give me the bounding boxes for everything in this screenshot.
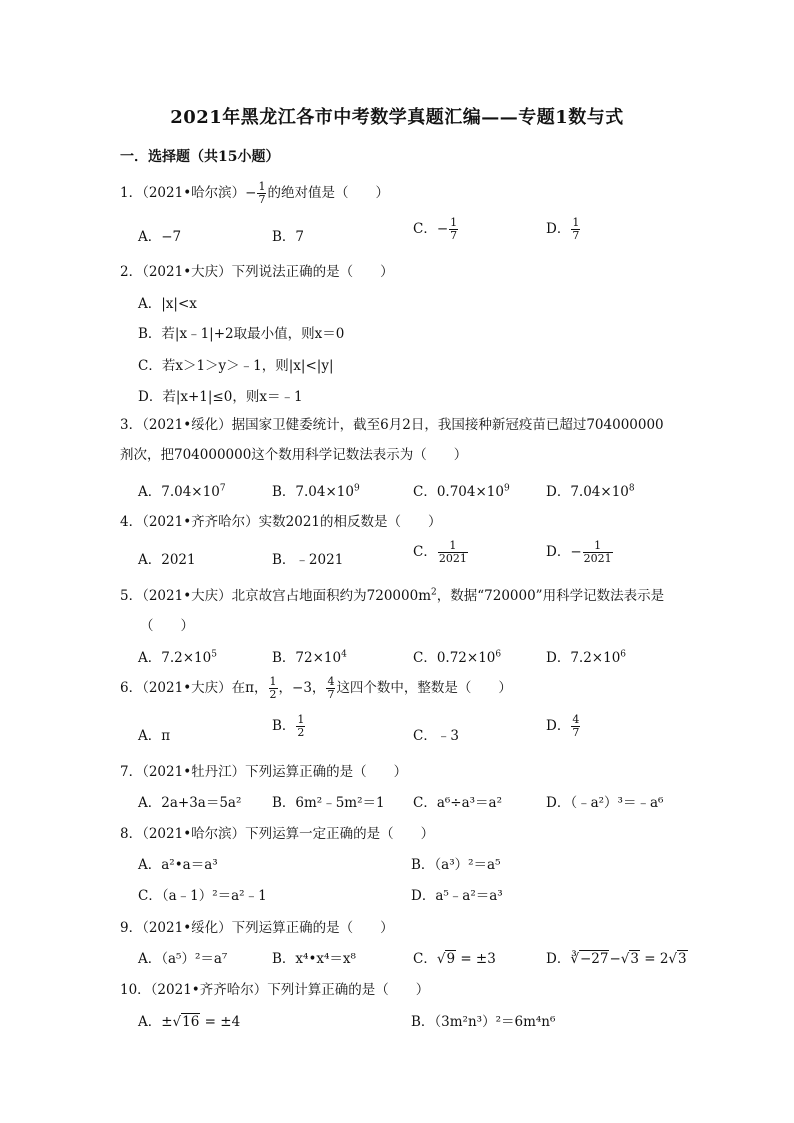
q4-option-b: B．﹣2021 (272, 552, 344, 568)
q9-option-a: A．（a⁵）²＝a⁷ (138, 951, 228, 967)
q9-option-b: B．x⁴•x⁴＝x⁸ (272, 951, 356, 967)
question-6: 6．（2021•大庆）在π， $\frac{1}{2}$ ，−3， $\frac{4}{7}$ 这四个数中，整数是（ ） (120, 675, 512, 701)
q3-option-d: D．$7.04\times 10^8$ (546, 483, 635, 500)
question-2: 2．（2021•大庆）下列说法正确的是（ ） (120, 264, 394, 280)
q9-option-c: C．√9 = ±3 (413, 951, 496, 967)
q10-option-b: B．（3m²n³）²＝6m⁴n⁶ (411, 1014, 556, 1030)
q1-option-c: C．− $\frac{1}{7}$ (413, 216, 458, 242)
q10-option-a: A．±√16 = ±4 (138, 1014, 241, 1030)
q8-option-d: D．a⁵﹣a²＝a³ (411, 888, 503, 904)
section-heading: 一．选择题（共15小题） (120, 149, 280, 165)
q7-option-b: B．6m²﹣5m²＝1 (272, 795, 385, 811)
question-4: 4．（2021•齐齐哈尔）实数2021的相反数是（ ） (120, 514, 442, 530)
q5-option-d: D．$7.2\times 10^6$ (546, 649, 627, 666)
q2-option-a: A．|x|<x (138, 296, 197, 312)
q2-option-c: C．若x＞1＞y＞﹣1，则|x|<|y| (138, 358, 334, 374)
question-9: 9．（2021•绥化）下列运算正确的是（ ） (120, 920, 394, 936)
q8-option-c: C．（a﹣1）²＝a²﹣1 (138, 888, 267, 904)
q6-option-b: B． $\frac{1}{2}$ (272, 713, 305, 739)
q4-option-c: C． $\frac{1}{2021}$ (413, 539, 467, 565)
q3-option-a: A．$7.04\times 10^7$ (138, 483, 226, 500)
q1-option-a: A．−7 (138, 229, 182, 245)
question-8: 8．（2021•哈尔滨）下列运算一定正确的是（ ） (120, 826, 435, 842)
page-title: 2021年黑龙江各市中考数学真题汇编——专题1数与式 (170, 107, 624, 128)
q6-option-c: C．﹣3 (413, 728, 459, 744)
q7-option-c: C．a⁶÷a³＝a² (413, 795, 503, 811)
q1-prefix: 1．（2021•哈尔滨）− (120, 185, 257, 201)
q5-option-b: B．$72\times 10^4$ (272, 649, 347, 666)
question-10: 10．（2021•齐齐哈尔）下列计算正确的是（ ） (120, 982, 430, 998)
question-7: 7．（2021•牡丹江）下列运算正确的是（ ） (120, 764, 408, 780)
q7-option-a: A．2a+3a＝5a² (138, 795, 242, 811)
question-5-paren: （ ） (140, 618, 194, 634)
q8-option-a: A．a²•a＝a³ (138, 857, 218, 873)
q3-option-c: C．$0.704\times 10^9$ (413, 483, 510, 500)
q4-option-a: A．2021 (138, 552, 196, 568)
q7-option-d: D．（﹣a²）³＝﹣a⁶ (546, 795, 664, 811)
q1-fraction: $\frac{1}{7}$ (258, 180, 266, 206)
question-1 (120, 181, 680, 206)
question-3: 3．（2021•绥化）据国家卫健委统计，截至6月2日，我国接种新冠疫苗已超过704000000剂次，把704000000这个数用科学记数法表示为（ ） (120, 417, 664, 463)
question-5: 5．（2021•大庆）北京故宫占地面积约为$720000m^2$，数据“720000”用科学记数法表示是 (120, 587, 665, 604)
q9-option-d: D．∛−27−√3 = 2√3 (546, 951, 687, 967)
q5-option-a: A．$7.2\times 10^5$ (138, 649, 217, 666)
q2-option-d: D．若|x+1|≤0，则x＝﹣1 (138, 389, 303, 405)
q8-option-b: B．（a³）²＝a⁵ (411, 857, 501, 873)
q5-option-c: C．$0.72\times 10^6$ (413, 649, 502, 666)
q6-option-a: A．π (138, 728, 171, 744)
q2-option-b: B．若|x﹣1|+2取最小值，则x＝0 (138, 326, 345, 342)
q1-option-d: D． $\frac{1}{7}$ (546, 216, 580, 242)
q6-option-d: D． $\frac{4}{7}$ (546, 713, 580, 739)
q1-suffix: 的绝对值是（ ） (267, 185, 389, 201)
q3-option-b: B．$7.04\times 10^9$ (272, 483, 360, 500)
q4-option-d: D．− $\frac{1}{2021}$ (546, 539, 612, 565)
q1-option-b: B．7 (272, 229, 305, 245)
